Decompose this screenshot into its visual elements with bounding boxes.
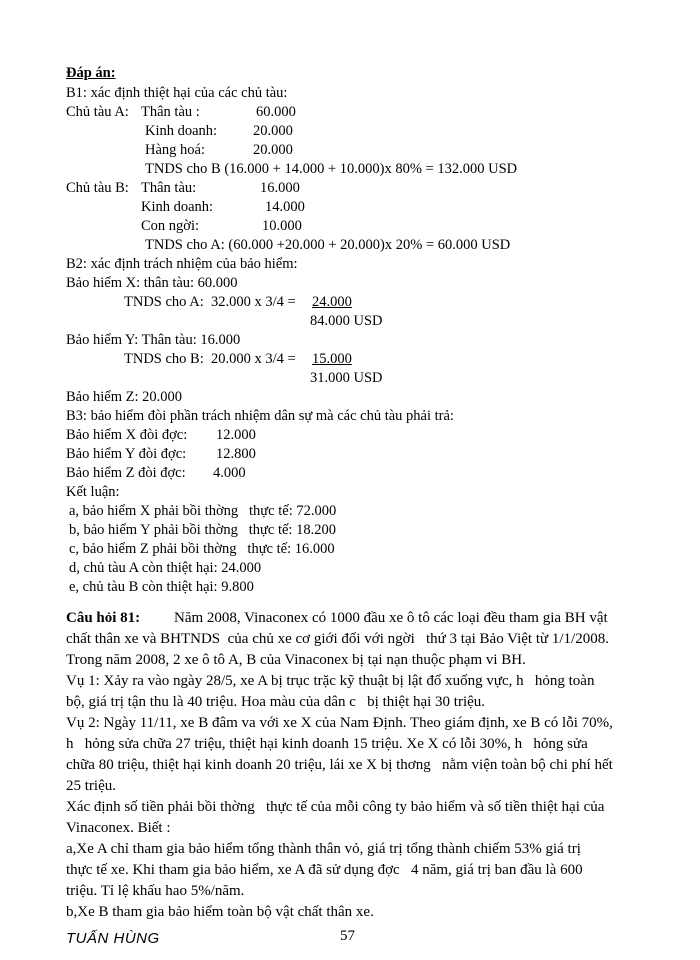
owner-a-hull-label: Thân tàu : [141,104,200,120]
insurer-x-hull: Bảo hiểm X: thân tàu: 60.000 [66,275,238,291]
question-line-2: chất thân xe và BHTNDS của chủ xe cơ giới đối với ngời thứ 3 tại Bảo Việt từ 1/1/2008. [66,631,609,647]
page-number: 57 [340,928,355,944]
owner-b-people-label: Con ngời: [141,218,200,234]
owner-b-liability: TNDS cho A: (60.000 +20.000 + 20.000)x 20% = 60.000 USD [145,237,511,253]
question-line-14: triệu. Tỉ lệ khấu hao 5%/năm. [66,883,245,899]
owner-b-business-value: 14.000 [265,199,305,215]
conclusion-c: c, bảo hiểm Z phải bồi thờng thực tế: 16.000 [69,541,335,557]
recovery-z-value: 4.000 [213,465,246,481]
recovery-z-label: Bảo hiểm Z đòi đợc: [66,465,186,481]
owner-a-cargo-value: 20.000 [253,142,293,158]
question-line-1: Năm 2008, Vinaconex có 1000 đầu xe ô tô các loại đều tham gia BH vật [174,610,608,626]
question-line-10: Xác định số tiền phải bồi thờng thực tế của mỗi công ty bảo hiểm và số tiền thiệt hại của [66,799,605,815]
conclusion-e: e, chủ tàu B còn thiệt hại: 9.800 [69,579,254,595]
owner-a-cargo-label: Hàng hoá: [145,142,205,158]
insurer-x-liability-value: 24.000 [312,294,352,310]
insurer-y-total: 31.000 USD [310,370,383,386]
question-label: Câu hỏi 81: [66,610,141,626]
recovery-x-value: 12.000 [216,427,256,443]
insurer-y-liability-value: 15.000 [312,351,352,367]
question-line-3: Trong năm 2008, 2 xe ô tô A, B của Vinaconex bị tại nạn thuộc phạm vi BH. [66,652,526,668]
conclusion-heading: Kết luận: [66,484,120,500]
insurer-y-liability: TNDS cho B: 20.000 x 3/4 = [124,351,296,367]
recovery-x-label: Bảo hiểm X đòi đợc: [66,427,188,443]
question-line-4: Vụ 1: Xảy ra vào ngày 28/5, xe A bị trục trặc kỹ thuật bị lật đổ xuống vực, h hỏng toàn [66,673,595,689]
insurer-y-hull: Bảo hiểm Y: Thân tàu: 16.000 [66,332,241,348]
question-line-9: 25 triệu. [66,778,116,794]
answer-heading: Đáp án: [66,65,116,81]
owner-a-business-label: Kinh doanh: [145,123,218,139]
question-line-15: b,Xe B tham gia bảo hiểm toàn bộ vật chất thân xe. [66,904,374,920]
question-line-12: a,Xe A chỉ tham gia bảo hiểm tổng thành thân vỏ, giá trị tổng thành chiếm 53% giá trị [66,841,581,857]
owner-a-business-value: 20.000 [253,123,293,139]
owner-a-liability: TNDS cho B (16.000 + 14.000 + 10.000)x 80% = 132.000 USD [145,161,518,177]
owner-b-people-value: 10.000 [262,218,302,234]
owner-b-hull-label: Thân tàu: [141,180,197,196]
step-1-title: B1: xác định thiệt hại của các chủ tàu: [66,85,288,101]
footer-author: TUẤN HÙNG [66,930,160,947]
conclusion-a: a, bảo hiểm X phải bồi thờng thực tế: 72.000 [69,503,337,519]
question-line-8: chữa 80 triệu, thiệt hại kinh doanh 20 triệu, lái xe X bị thơng nằm viện toàn bộ chi phí hết [66,757,613,773]
conclusion-b: b, bảo hiểm Y phải bồi thờng thực tế: 18.200 [69,522,336,538]
conclusion-d: d, chủ tàu A còn thiệt hại: 24.000 [69,560,262,576]
insurer-x-total: 84.000 USD [310,313,383,329]
step-3-title: B3: bảo hiểm đòi phần trách nhiệm dân sự mà các chủ tàu phải trả: [66,408,454,424]
owner-b-label: Chủ tàu B: [66,180,129,196]
step-2-title: B2: xác định trách nhiệm của bảo hiểm: [66,256,298,272]
question-line-13: thực tế xe. Khi tham gia bảo hiểm, xe A đã sử dụng đợc 4 năm, giá trị ban đầu là 600 [66,862,583,878]
owner-b-hull-value: 16.000 [260,180,300,196]
question-line-6: Vụ 2: Ngày 11/11, xe B đâm va với xe X của Nam Định. Theo giám định, xe B có lỗi 70%, [66,715,613,731]
question-line-5: bộ, giá trị tận thu là 40 triệu. Hoa màu của dân c bị thiệt hại 30 triệu. [66,694,486,710]
insurer-x-liability: TNDS cho A: 32.000 x 3/4 = [124,294,296,310]
recovery-y-label: Bảo hiểm Y đòi đợc: [66,446,187,462]
insurer-z-hull: Bảo hiểm Z: 20.000 [66,389,182,405]
owner-a-label: Chủ tàu A: [66,104,129,120]
recovery-y-value: 12.800 [216,446,256,462]
owner-a-hull-value: 60.000 [256,104,296,120]
owner-b-business-label: Kinh doanh: [141,199,214,215]
question-line-7: h hỏng sửa chữa 27 triệu, thiệt hại kinh doanh 15 triệu. Xe X có lỗi 30%, h hỏng sửa [66,736,588,752]
question-line-11: Vinaconex. Biết : [66,820,171,836]
